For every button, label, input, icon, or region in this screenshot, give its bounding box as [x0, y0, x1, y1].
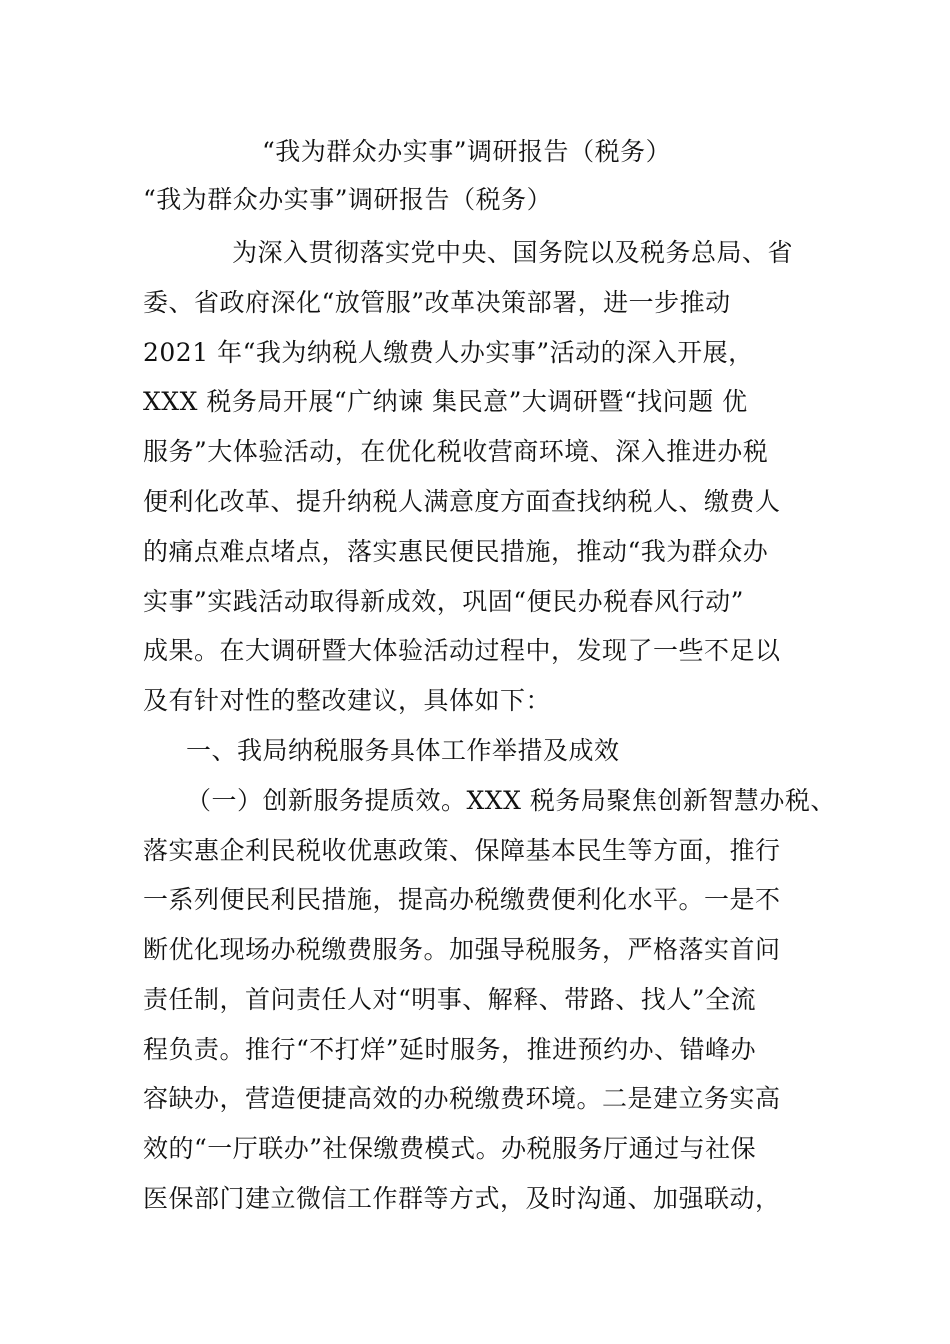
paragraph-line: （一）创新服务提质效。XXX 税务局聚焦创新智慧办税、 [186, 786, 836, 815]
paragraph-line: 断优化现场办税缴费服务。加强导税服务，严格落实首问 [143, 935, 781, 964]
paragraph-line: 委、省政府深化“放管服”改革决策部署，进一步推动 [143, 288, 731, 317]
paragraph-line: 的痛点难点堵点，落实惠民便民措施，推动“我为群众办 [143, 537, 769, 566]
paragraph-line: 容缺办，营造便捷高效的办税缴费环境。二是建立务实高 [143, 1084, 781, 1113]
paragraph-line: 成果。在大调研暨大体验活动过程中，发现了一些不足以 [143, 636, 781, 665]
paragraph-line: 程负责。推行“不打烊”延时服务，推进预约办、错峰办 [143, 1035, 757, 1064]
paragraph-line: 为深入贯彻落实党中央、国务院以及税务总局、省 [232, 238, 794, 267]
paragraph-line: 责任制，首问责任人对“明事、解释、带路、找人”全流 [143, 985, 757, 1014]
paragraph-line: 落实惠企利民税收优惠政策、保障基本民生等方面，推行 [143, 836, 781, 865]
paragraph-line: 实事”实践活动取得新成效，巩固“便民办税春风行动” [143, 587, 744, 616]
paragraph-line: XXX 税务局开展“广纳谏 集民意”大调研暨“找问题 优 [143, 387, 748, 416]
paragraph-line: 2021 年“我为纳税人缴费人办实事”活动的深入开展， [143, 338, 754, 367]
document-title: “我为群众办实事”调研报告（税务） [262, 137, 672, 166]
paragraph-line: 及有针对性的整改建议，具体如下： [143, 686, 552, 715]
section-heading: 一、我局纳税服务具体工作举措及成效 [186, 736, 620, 765]
paragraph-line: 服务”大体验活动，在优化税收营商环境、深入推进办税 [143, 437, 769, 466]
paragraph-line: 便利化改革、提升纳税人满意度方面查找纳税人、缴费人 [143, 487, 781, 516]
document-subtitle: “我为群众办实事”调研报告（税务） [143, 185, 553, 214]
paragraph-line: 医保部门建立微信工作群等方式，及时沟通、加强联动， [143, 1184, 781, 1213]
paragraph-line: 一系列便民利民措施，提高办税缴费便利化水平。一是不 [143, 885, 781, 914]
paragraph-line: 效的“一厅联办”社保缴费模式。办税服务厅通过与社保 [143, 1134, 757, 1163]
